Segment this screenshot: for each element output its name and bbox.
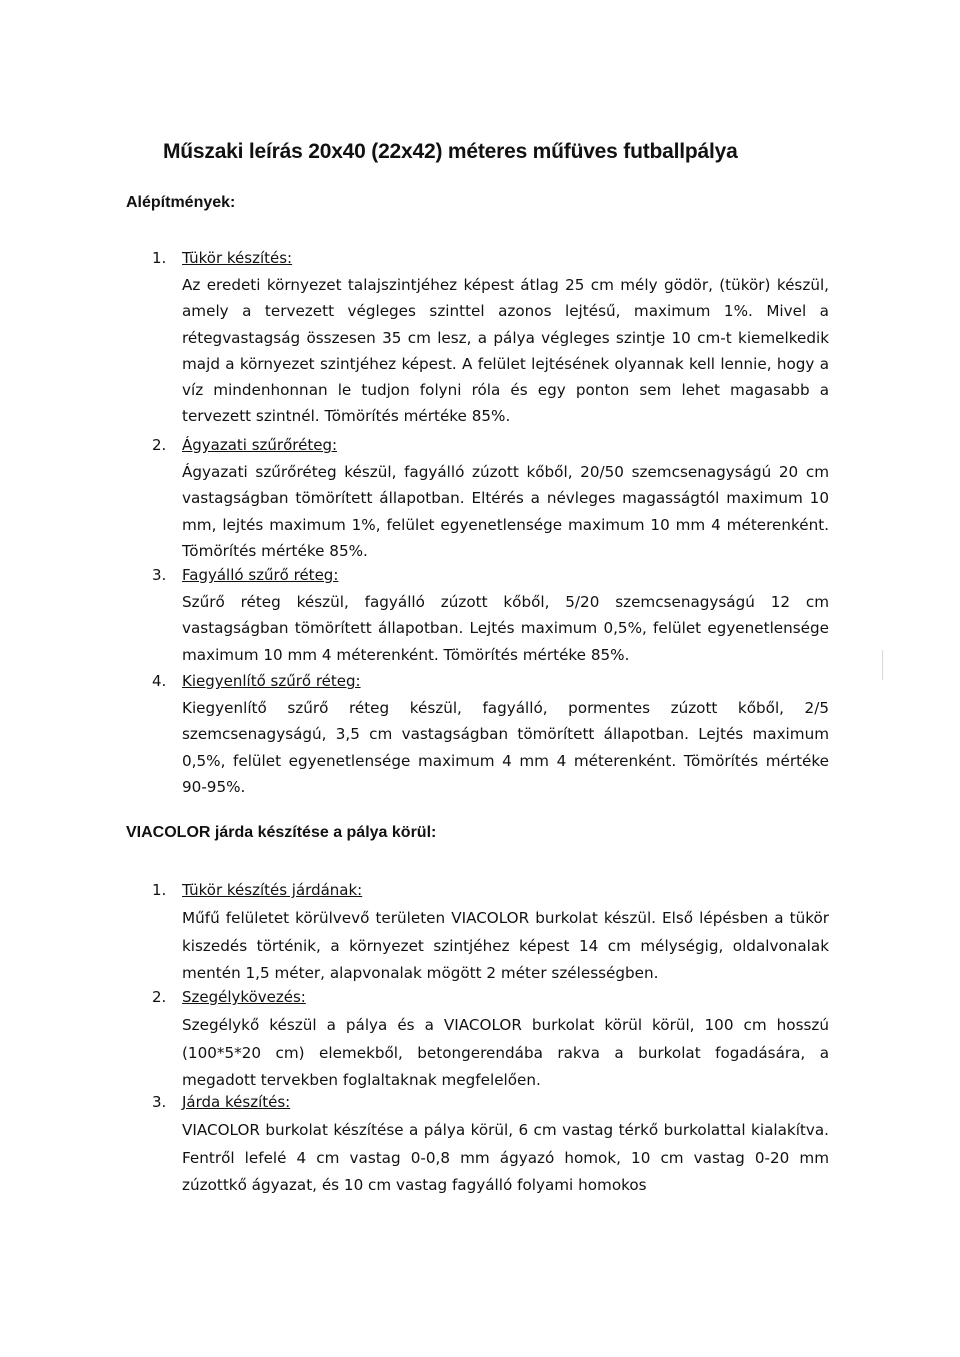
item-number: 2.	[152, 988, 167, 1006]
item-heading: Kiegyenlítő szűrő réteg:	[182, 672, 361, 690]
item-heading: Fagyálló szűrő réteg:	[182, 566, 339, 584]
item-heading: Szegélykövezés:	[182, 988, 306, 1006]
item-body: Ágyazati szűrőréteg készül, fagyálló zúzott kőből, 20/50 szemcsenagyságú 20 cm vastagságban tömörített állapotban. Eltérés a névleges magasságtól maximum 10 mm, lejtés maximum 1%, felület egyenetlensége maximum 10 mm 4 méterenként. Tömörítés mértéke 85%.	[182, 463, 829, 560]
item-number: 3.	[152, 566, 167, 584]
scan-artifact	[882, 650, 883, 680]
item-body: Szegélykő készül a pálya és a VIACOLOR burkolat körül körül, 100 cm hosszú (100*5*20 cm) elemekből, betongerendába rakva a burkolat fogadására, a megadott tervekben foglaltaknak megfelelően.	[182, 1016, 829, 1089]
item-body: VIACOLOR burkolat készítése a pálya körül, 6 cm vastag térkő burkolattal kialakítva. Fentről lefelé 4 cm vastag 0-0,8 mm ágyazó homok, 10 cm vastag 0-20 mm zúzottkő ágyazat, és 10 cm vastag fagyálló folyami homokos	[182, 1121, 829, 1194]
item-number: 1.	[152, 881, 167, 899]
document-title: Műszaki leírás 20x40 (22x42) méteres műfüves futballpálya	[163, 140, 738, 163]
item-number: 2.	[152, 436, 167, 454]
item-number: 3.	[152, 1093, 167, 1111]
item-heading: Tükör készítés:	[182, 249, 293, 267]
item-number: 1.	[152, 249, 167, 267]
item-heading: Ágyazati szűrőréteg:	[182, 436, 338, 454]
section-heading-alepitmenyek: Alépítmények:	[126, 194, 236, 211]
item-heading: Járda készítés:	[182, 1093, 291, 1111]
section-heading-viacolor: VIACOLOR járda készítése a pálya körül:	[126, 824, 437, 841]
item-number: 4.	[152, 672, 167, 690]
item-body: Kiegyenlítő szűrő réteg készül, fagyálló, pormentes zúzott kőből, 2/5 szemcsenagyságú, 3,5 cm vastagságban tömörített állapotban. Lejtés maximum 0,5%, felület egyenetlensége maximum 4 mm 4 méterenként. Tömörítés mértéke 90-95%.	[182, 699, 829, 796]
item-body: Az eredeti környezet talajszintjéhez képest átlag 25 cm mély gödör, (tükör) készül, amely a tervezett végleges szinttel azonos lejtésű, maximum 1%. Mivel a rétegvastagság összesen 35 cm lesz, a pálya végleges szintje 10 cm-t kiemelkedik majd a környezet szintjéhez képest. A felület lejtésének olyannak kell lennie, hogy a víz mindenhonnan le tudjon folyni róla és egy ponton sem lehet magasabb a tervezett szintnél. Tömörítés mértéke 85%.	[182, 276, 829, 426]
item-heading: Tükör készítés járdának:	[182, 881, 363, 899]
item-body: Szűrő réteg készül, fagyálló zúzott kőből, 5/20 szemcsenagyságú 12 cm vastagságban tömörített állapotban. Lejtés maximum 0,5%, felület egyenetlensége maximum 10 mm 4 méterenként. Tömörítés mértéke 85%.	[182, 593, 829, 664]
item-body: Műfű felületet körülvevő területen VIACOLOR burkolat készül. Első lépésben a tükör kiszedés történik, a környezet szintjéhez képest 14 cm mélységig, oldalvonalak mentén 1,5 méter, alapvonalak mögött 2 méter szélességben.	[182, 909, 829, 982]
